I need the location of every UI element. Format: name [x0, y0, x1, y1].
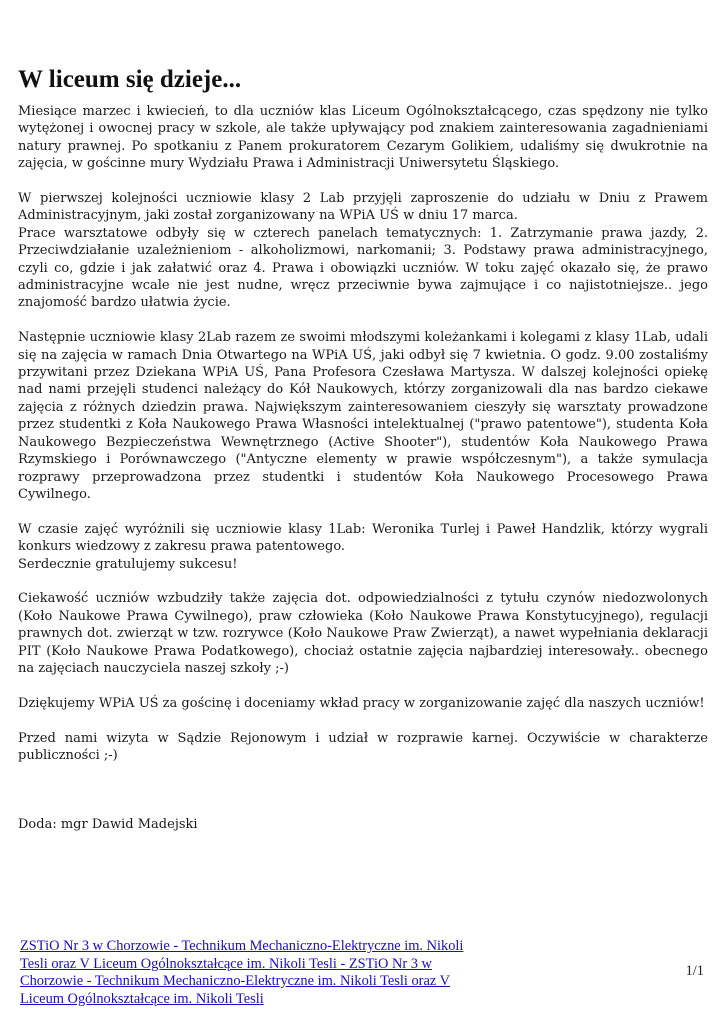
paragraph-gap — [18, 764, 708, 816]
paragraph-gap — [18, 712, 708, 729]
footer-site-link[interactable]: ZSTiO Nr 3 w Chorzowie - Technikum Mechaniczno-Elektryczne im. Nikoli Tesli oraz V Liceum Ogólnokształcące im. Nikoli Tesli - ZSTiO Nr 3 w Chorzowie - Technikum Mechaniczno-Elektryczne im. Nikoli Tesli oraz V Liceum Ogólnokształcące im. Nikoli Tesli — [20, 938, 464, 1007]
paragraph-thanks: Dziękujemy WPiA UŚ za gościnę i doceniamy wkład pracy w zorganizowanie zajęć dla naszych uczniów! — [18, 695, 705, 711]
paragraph-workshops: Prace warsztatowe odbyły się w czterech panelach tematycznych: 1. Zatrzymanie prawa jazdy, 2. Przeciwdziałanie uzależnieniom - alkoholizmowi, narkomanii; 3. Podstawy prawa administracyjnego, czyli co, gdzie i jak załatwić oraz 4. Prawa i obowiązki uczniów. W toku zajęć okazało się, że prawo administracyjne wcale nie jest nudne, wręcz przeciwnie bywa zajmujące i co najistotniejsze.. jego znajomość bardzo ułatwia życie. — [18, 225, 708, 311]
page-title: W liceum się dzieje... — [18, 66, 242, 93]
paragraph-open-day: Następnie uczniowie klasy 2Lab razem ze swoimi młodszymi koleżankami i kolegami z klasy 1Lab, udali się na zajęcia w ramach Dnia Otwartego na WPiA UŚ, jaki odbył się 7 kwietnia. O godz. 9.00 zostaliśmy przywitani przez Dziekana WPiA UŚ, Pana Profesora Czesława Martysza. W dalszej kolejności opiekę nad nami przejęli studenci należący do Kół Naukowych, którzy zorganizowali dla nas bardzo ciekawe zajęcia z różnych dziedzin prawa. Największym zainteresowaniem cieszyły się warsztaty prowadzone przez studentki z Koła Naukowego Prawa Własności intelektualnej ("prawo patentowe"), studenta Koła Naukowego Bezpieczeństwa Wewnętrznego (Active Shooter"), studentów Koła Naukowego Prawa Rzymskiego i Porównawczego ("Antyczne elementy w prawie współczesnym"), a także symulacja rozprawy przeprowadzona przez studentki i studentów Koła Naukowego Procesowego Prawa Cywilnego. — [18, 330, 708, 502]
paragraph-other-classes: Ciekawość uczniów wzbudziły także zajęcia dot. odpowiedzialności z tytułu czynów niedozwolonych (Koło Naukowe Prawa Cywilnego), praw człowieka (Koło Naukowe Prawa Konstytucyjnego), regulacji prawnych dot. zwierząt w tzw. rozrywce (Koło Naukowe Praw Zwierząt), a nawet wypełniania deklaracji PIT (Koło Naukowe Prawa Podatkowego), chociaż ostatnie zajęcia najbardziej interesowały.. obecnego na zajęciach nauczyciela naszej szkoły ;-) — [18, 591, 708, 676]
article-body — [18, 103, 708, 834]
paragraph-gap — [18, 573, 708, 590]
paragraph-gap — [18, 173, 708, 190]
paragraph-intro: Miesiące marzec i kwiecień, to dla uczniów klas Liceum Ogólnokształcącego, czas spędzony nie tylko wytężonej i owocnej pracy w szkole, ale także upływający pod znakiem zainteresowania zagadnieniami natury prawnej. Po spotkaniu z Panem prokuratorem Cezarym Golikiem, udaliśmy się dwukrotnie na zajęcia, w gościnne mury Wydziału Prawa i Administracji Uniwersytetu Śląskiego. — [18, 104, 708, 172]
paragraph-gap — [18, 503, 708, 520]
paragraph-next-visit: Przed nami wizyta w Sądzie Rejonowym i udział w rozprawie karnej. Oczywiście w charakterze publiczności ;-) — [18, 730, 708, 763]
paragraph-gap — [18, 677, 708, 694]
author-line: Doda: mgr Dawid Madejski — [18, 817, 198, 833]
paragraph-gap — [18, 312, 708, 329]
page-number: 1/1 — [685, 963, 704, 979]
paragraph-congrats: Serdecznie gratulujemy sukcesu! — [18, 556, 238, 572]
paragraph-contest: W czasie zajęć wyróżnili się uczniowie klasy 1Lab: Weronika Turlej i Paweł Handzlik, którzy wygrali konkurs wiedzowy z zakresu prawa patentowego. — [18, 521, 708, 555]
paragraph-admin-day: W pierwszej kolejności uczniowie klasy 2 Lab przyjęli zaproszenie do udziału w Dniu z Prawem Administracyjnym, jaki został zorganizowany na WPiA UŚ w dniu 17 marca. — [18, 191, 708, 224]
